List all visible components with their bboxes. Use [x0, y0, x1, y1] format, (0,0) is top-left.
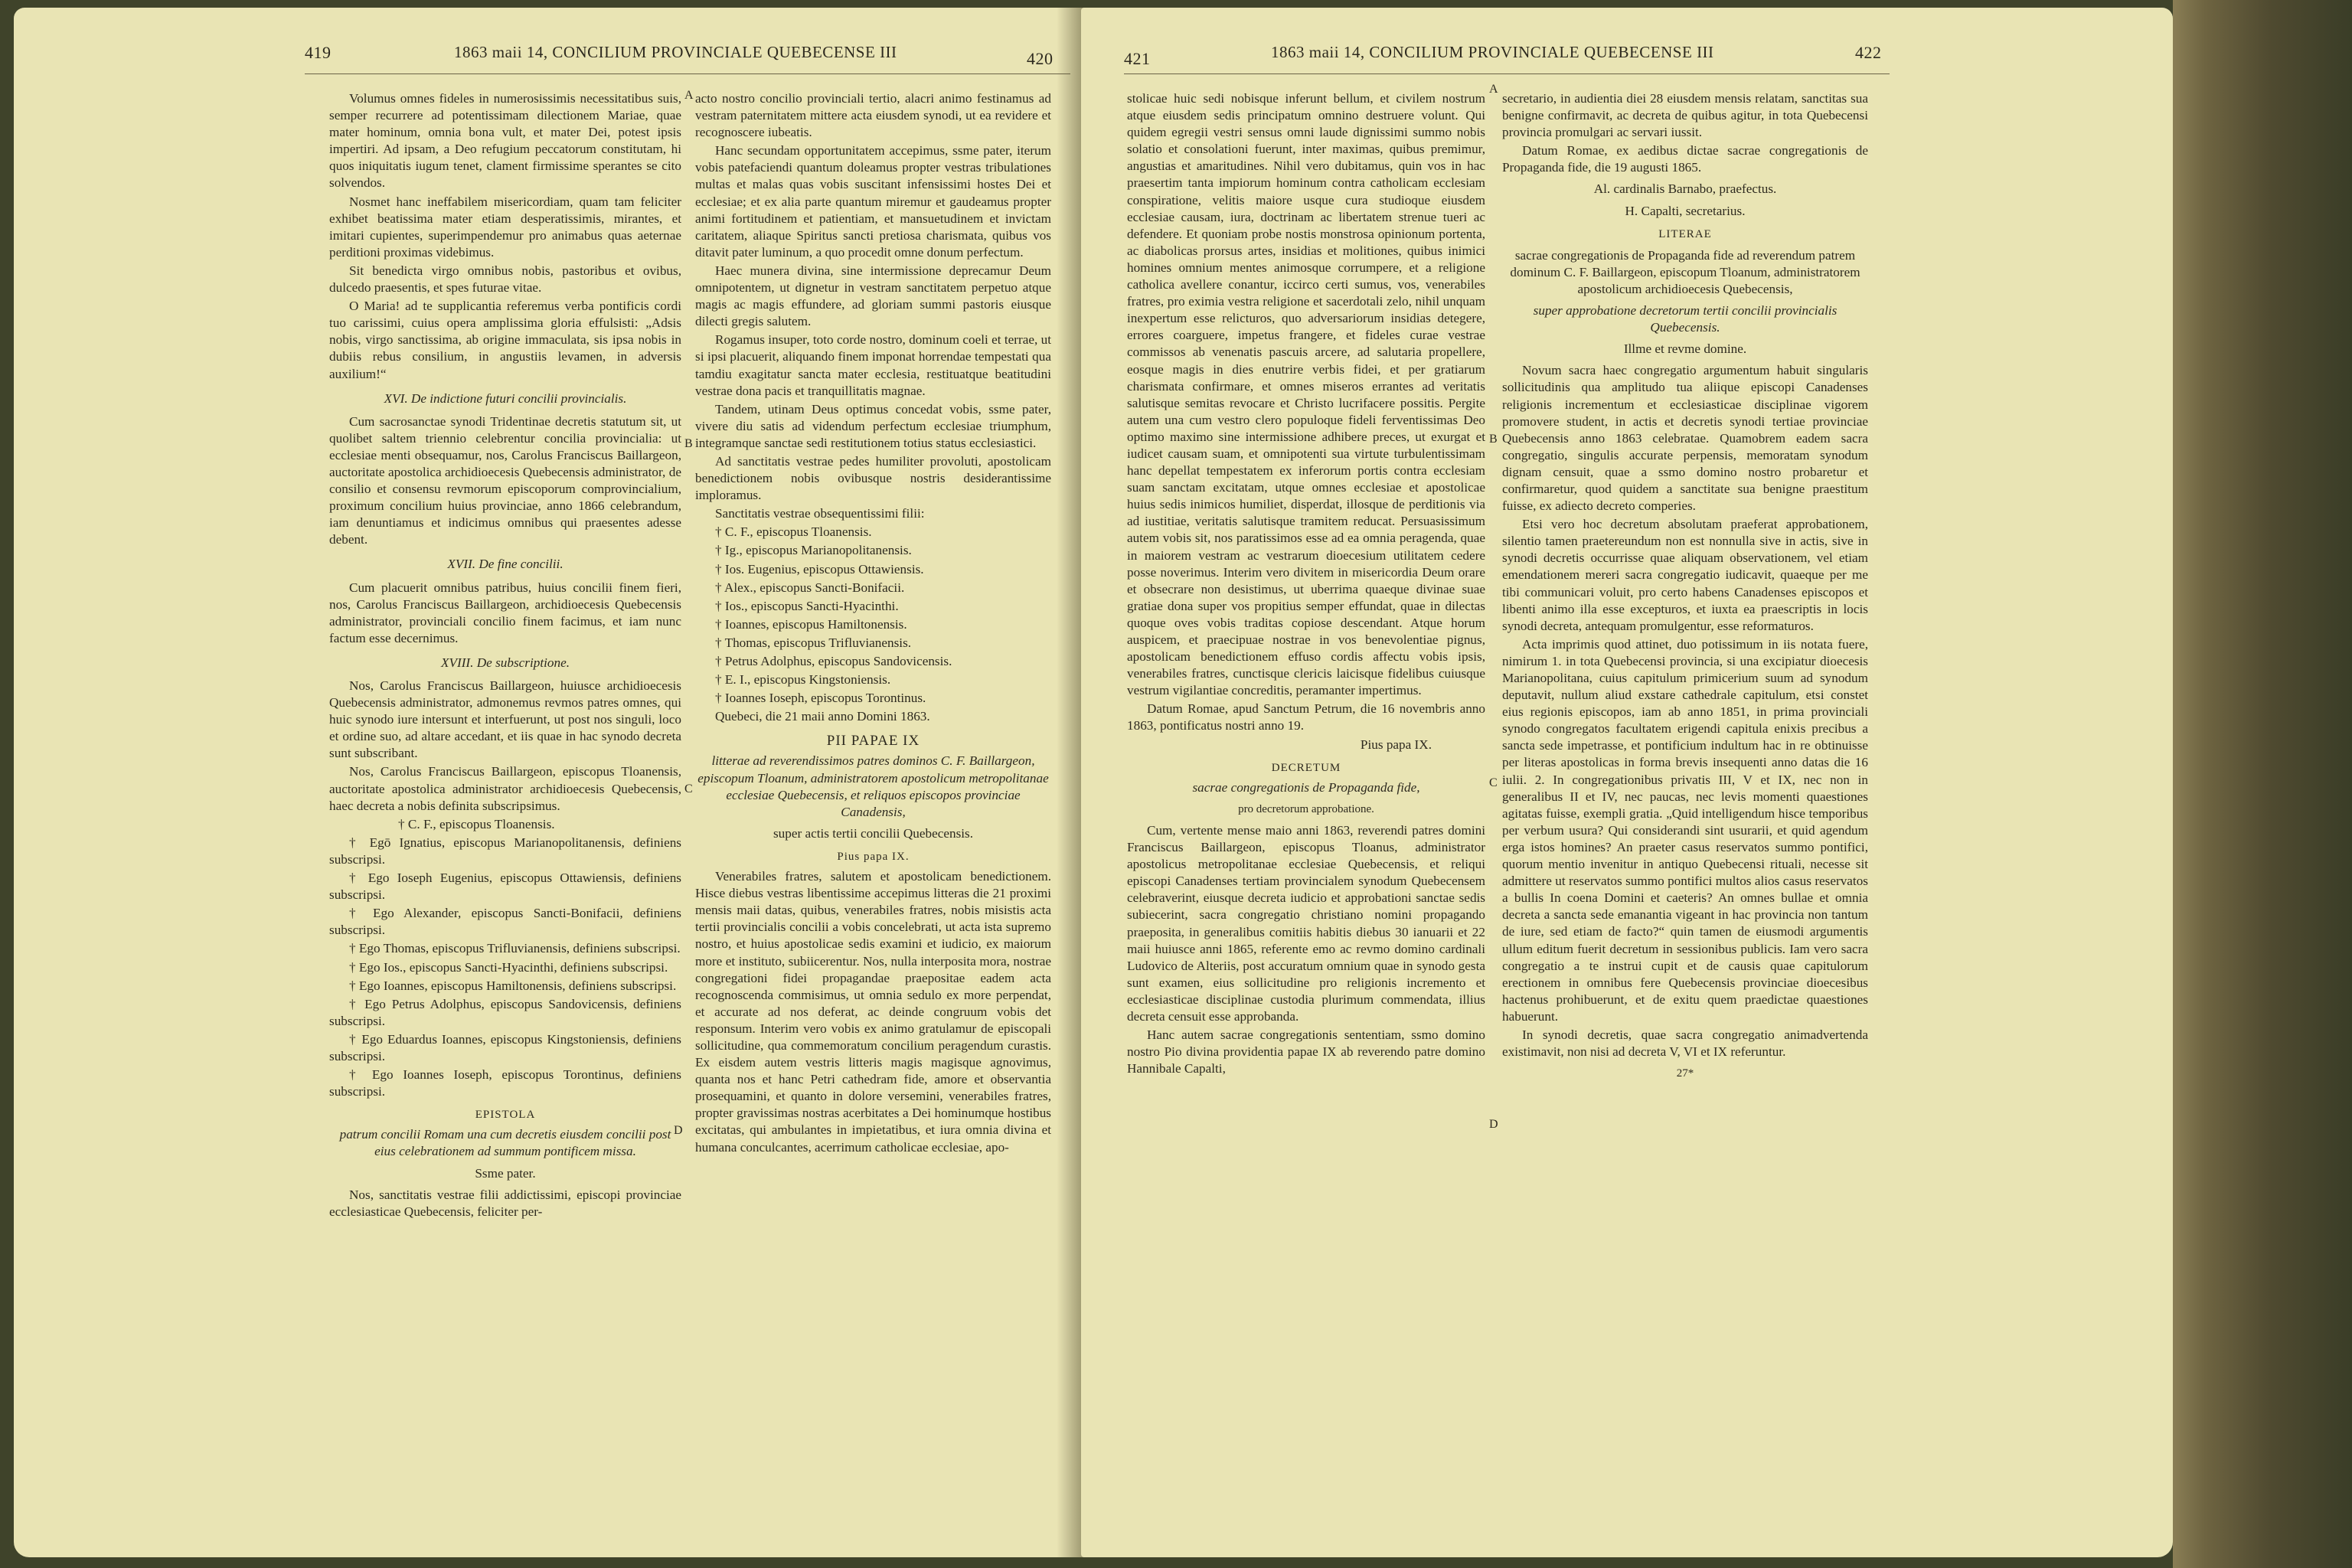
decretum-heading: DECRETUM: [1271, 761, 1341, 774]
paragraph: acto nostro concilio provinciali tertio, alacri animo festinamus ad vestram paternitatem mittere acta eiusdem synodi, ut ea revidere et recognoscere iubeatis.: [695, 91, 1051, 140]
margin-mark-d: D: [674, 1124, 683, 1137]
right-page: [1081, 8, 2173, 1557]
subscription: † Ig., episcopus Marianopolitanensis.: [715, 543, 912, 558]
salutation: Illme et revme domine.: [1623, 341, 1747, 357]
subscription: † E. I., episcopus Kingstoniensis.: [715, 672, 891, 688]
subscription: † Alex., episcopus Sancti-Bonifacii.: [715, 580, 905, 595]
paragraph: Haec munera divina, sine intermissione deprecamur Deum omnipotentem, ut dignetur in vestram sanctitatem perpetuo atque magis ac magis effundere, ad gloriam summi pastoris eiusque dilecti gregis salutem.: [695, 263, 1051, 329]
left-page: [14, 8, 1089, 1557]
margin-mark-c: C: [684, 782, 693, 795]
paragraph: Sit benedicta virgo omnibus nobis, pastoribus et ovibus, dulcedo praesentis, et spes futurae vitae.: [329, 263, 681, 296]
subscription: † Ego Ioannes, episcopus Hamiltonensis, definiens subscripsi.: [349, 978, 677, 993]
paragraph: Sanctitatis vestrae obsequentissimi filii:: [715, 506, 925, 521]
pius-subheading-2: super actis tertii concilii Quebecensis.: [773, 825, 974, 841]
subscription: † Ego Ioannes Ioseph, episcopus Torontinus, definiens subscripsi.: [329, 1067, 681, 1099]
paragraph: Acta imprimis quod attinet, duo potissimum in iis notata fuere, nimirum 1. in tota Quebecensi provincia, si una excipiatur dioecesis Marianopolitana, cuius capitulum primicerium suum ad synodum deputavit, nullum aliud exstare cathedrale capitulum, etsi constet eius regionis episcopos, iam ab anno 1851, in prima provinciali synodo congregatos facultatem erigendi capitula enixis precibus a sancta sede impetrasse, et pontificium indultum hac in re obtinuisse per literas apostolicas in forma brevis insequenti anno datas die 16 iulii. 2. In congregationibus privatis III, V et IX, nec non in generalibus II et IV, nec paucas, nec levis momenti quaestiones agitatas fuisse, exempli gratia. „Quid intelligendum hisce temporibus per verbum usura? Qui considerandi sint usurarii, et quid agendum erga istos homines? An praeter casus reservatos summo pontifici, quorum mentio invenitur in antiquo Quebecensi rituali, necesse sit admittere ut reservatos summo pontifici multos alios casus reservatos a bullis In coena Domini et caeteris? An omnes bullae et omnia decreta a sancta sede emanantia vigeant in hac provincia non tantum de iure, sed etiam de facto?“ quin tamen de eiusmodi argumentis ullum editum fuerit decretum in sessionibus publicis. Iam vero sacra congregatio a te instrui cupit et de causis quae capitulorum erectionem in omnibus fere Quebecensis provinciae dioecesibus hactenus prohibuerunt, et de exitu quem praedictae quaestiones habuerunt.: [1502, 636, 1868, 1024]
signature-capalti: H. Capalti, secretarius.: [1625, 203, 1746, 218]
paragraph: Hanc secundam opportunitatem accepimus, ssme pater, iterum vobis patefaciendi quantum doleamus propter vestras tribulationes multas et malas quas vobis suscitant infensissimi hostes Dei et ecclesiae; et ex alia parte quantum miremur et gaudeamus propter animi fortitudinem et patientiam, et mansuetudinem et invictam caritatem, aliaque Spiritus sancti pretiosa charismata, quibus vos ditavit pater luminum, a quo procedit omne donum perfectum.: [695, 143, 1051, 260]
subscription: † C. F., episcopus Tloanensis.: [715, 524, 872, 540]
paragraph: Hanc autem sacrae congregationis sententiam, ssmo domino nostro Pio divina providentia papae IX ab reverendo patre domino Hannibale Capalti,: [1127, 1027, 1485, 1076]
subscription: † Ios. Eugenius, episcopus Ottawiensis.: [715, 561, 924, 577]
paragraph: Ad sanctitatis vestrae pedes humiliter provoluti, apostolicam benedictionem nobis ovibusque nostris desiderantissime imploramus.: [695, 453, 1051, 503]
paragraph: Venerabiles fratres, salutem et apostolicam benedictionem. Hisce diebus vestras libentissime accepimus litteras die 21 proximi mensis maii datas, quibus, venerabiles fratres, nobis misistis acta tertii provincialis concilii a vobis concelebrati, ut acta ista supremo nostro, et huius apostolicae sedis examini et iudicio, ex maiorum more et instituto, subiicerentur. Nos, nulla interposita mora, nostrae congregationi fidei propagandae praepositae eadem acta recognoscenda commisimus, ut omnia sedulo ex more perpendat, et accurate ad nos deferat, ac deinde congruum vobis det responsum. Interim vero vobis ex animo gratulamur de episcopali sollicitudine, qua commemoratum concilium peragendum curastis. Ex eisdem autem vestris litteris magis magisque agnovimus, quanta nos et hanc Petri cathedram fide, amore et observantia prosequamini, et quanto in dolore versemini, venerabiles fratres, propter gravissimas nostras acerbitates a Dei hominumque hostibus excitatas, qui ambulantes in impietatibus, et iura omnia divina et humana conculcantes, acerrimum catholicae ecclesiae, apo-: [695, 869, 1051, 1155]
literae-subheading-2: super approbatione decretorum tertii concilii provincialis Quebecensis.: [1533, 303, 1838, 335]
margin-mark-a: A: [684, 89, 694, 102]
subscription: † Ios., episcopus Sancti-Hyacinthi.: [715, 598, 899, 613]
subscription: † Ego Eduardus Ioannes, episcopus Kingstoniensis, definiens subscripsi.: [329, 1031, 681, 1063]
margin-mark-b: B: [684, 437, 693, 450]
subscription: † Ego Petrus Adolphus, episcopus Sandovicensis, definiens subscripsi.: [329, 996, 681, 1028]
paragraph: Cum, vertente mense maio anni 1863, reverendi patres domini Franciscus Baillargeon, episcopus Tloanus, administrator apostolicus metropolitanae ecclesiae Quebecensis, et reliqui episcopi Canadenses tertiam provincialem synodum Quebecensem celebraverint, eiusque decreta iudicio et approbationi sanctae sedis subiecerint, sacra congregatio christiano nomini propagando praeposita, in generalibus comitiis habitis diebus 30 ianuarii et 22 maii huiusce anni 1865, referente emo ac revmo domino cardinali Ludovico de Alteriis, post accuratum omnium quae in synodo gesta sunt examen, eius sollicitudine pro religionis incremento et ecclesiasticae disciplinae custodia plurimum commendata, illius decreta censuit esse approbanda.: [1127, 822, 1485, 1024]
paragraph: Datum Romae, ex aedibus dictae sacrae congregationis de Propaganda fide, die 19 augusti 1865.: [1502, 143, 1868, 175]
pius-subheading: litterae ad reverendissimos patres dominos C. F. Baillargeon, episcopum Tloanum, administratorem apostolicum metropolitanae ecclesiae Quebecensis, et reliquos episcopos provinciae Canadensis,: [697, 753, 1049, 819]
literae-subheading: sacrae congregationis de Propaganda fide ad reverendum patrem dominum C. F. Baillargeon, episcopum Tloanum, administratorem apostolicum archidioecesis Quebecensis,: [1510, 247, 1860, 296]
paragraph: Nos, Carolus Franciscus Baillargeon, huiusce archidioecesis Quebecensis administrator, admonemus revmos patres omnes, qui huic synodo iure intersunt et interfuerunt, ut post nos singuli, loco et ordine suo, ad altare accedant, et iis quae in hac synodo decreta sunt subscribant.: [329, 678, 681, 761]
subscription: † Ego Alexander, episcopus Sancti-Bonifacii, definiens subscripsi.: [329, 906, 681, 938]
paragraph: In synodi decretis, quae sacra congregatio animadvertenda existimavit, non nisi ad decreta V, VI et IX referuntur.: [1502, 1027, 1868, 1060]
decretum-subheading-2: pro decretorum approbatione.: [1238, 802, 1374, 815]
left-col-1: [329, 90, 681, 1222]
book-edge: [2173, 0, 2352, 1568]
page-number-420: 420: [1027, 49, 1054, 68]
paragraph: Novum sacra haec congregatio argumentum habuit singularis sollicitudinis qua amplitudo tua aliique episcopi Canadenses religionis incrementum et ecclesiasticae disciplinae vigorem promovere student, in actis et decretis synodi tertiae provinciae Quebecensis anno 1863 celebratae. Quamobrem eadem sacra congregatio, singulis accurate perpensis, memoratam synodum dignam censuit, quae a ssmo domino nostro probaretur et confirmaretur, quod quidem a sanctitate sua benigne praestitum fuisse, ex adiecto decreto comperies.: [1502, 363, 1868, 514]
subscription: † Ego Ios., episcopus Sancti-Hyacinthi, definiens subscripsi.: [349, 959, 668, 975]
subscription: † Ioannes, episcopus Hamiltonensis.: [715, 616, 907, 632]
right-col-2: [1502, 90, 1868, 1086]
pius-heading: PII PAPAE IX: [826, 733, 920, 750]
paragraph: Cum sacrosanctae synodi Tridentinae decretis statutum sit, ut quolibet saltem triennio celebrentur concilia provincialia: ut ecclesiae menti obsequamur, nos, Carolus Franciscus Baillargeon, auctoritate apostolica archidioecesis Quebecensis administrator, de consilio et consensu revmorum episcoporum comprovincialium, proximum concilium huius provinciae, anno 1866 celebrandum, iam denuntiamus et indicimus omnibus qui praesentes adesse debent.: [329, 413, 681, 547]
subscription: † Egō Ignatius, episcopus Marianopolitanensis, definiens subscripsi.: [329, 835, 681, 867]
paragraph: stolicae huic sedi nobisque inferunt bellum, et civilem nostrum atque eiusdem sedis principatum omnino destruere volunt. Qui quidem egregii vestri sensus omni laude dignissimi summo nobis solatio et consolationi fuerunt, inter maximas, quibus premimur, angustias et amaritudines. Nihil vero dubitamus, quin vos in hac praesertim tanta impiorum hominum contra catholicam ecclesiam conspiratione, velitis maiore usque cura studioque eiusdem ecclesiae causam, iura, doctrinam ac libertatem strenue tueri ac defendere. Et quoniam probe nostis monstrosa opinionum portenta, ac diabolicas prorsus artes, insidias et molitiones, quibus inimici homines omnium mentes animosque corrumpere, et a religione catholica avellere conantur, iccirco certi sumus, vos, venerabiles fratres, pro eximia vestra religione et sacerdotali zelo, nihil unquam inexpertum esse relicturos, quo adversariorum insidias detegere, errores coarguere, impetus frangere, et fideles curae vestrae commissos ab venenatis pascuis arcere, ad salutaria propellere, eosque magis in dies enutrire verbis fidei, et per gratiarum charismata confirmare, et omnes miseros errantes ad veritatis salutisque semitas revocare et Christo lucrifacere possitis. Pergite autem una cum vestro clero populoque fideli ferventissimas Deo optimo maximo sine intermissione adhibere preces, ut exurgat et iudicet causam suam, et omnipotenti sua virtute turbulentissimam hanc depellat tempestatem ex inferorum portis contra ecclesiam suam sanctam excitatam, utque omnes ecclesiae et apostolicae huius sedis inimicos humiliet, disperdat, illosque de perditionis via ad iustitiae, veritatis salutisque tramitem reducat. Persuasissimum autem vobis sit, nos paratissimos esse ad ea omnia peragenda, quae in maiorem vestram ac vestrarum dioecesium utilitatem cedere posse noverimus. Interim vero divitem in misericordia Deum orare et obsecrare non desistimus, ut uberrima quaeque divinae suae gratiae dona super vos propitius semper effundat, quae in dilectas quoque oves vobis traditas copiose descendant. Atque horum auspicem, et praecipuae nostrae in vos benevolentiae pignus, apostolicam benedictionem effuso cordis affectu vobis ipsis, venerabiles fratres, cunctisque clericis laicisque fidelibus cuiusque vestrum vigilantiae concreditis, peramanter impertimus.: [1127, 91, 1485, 698]
subscription: † Ego Thomas, episcopus Trifluvianensis, definiens subscripsi.: [349, 941, 681, 956]
paragraph: Volumus omnes fideles in numerosissimis necessitatibus suis, semper recurrere ad potentissimam dilectionem Mariae, quae mater hominum, omnia bona vult, et mater Dei, potest ipsis impertiri. Ad ipsam, a Deo refugium peccatorum constitutam, hi quos iniquitatis iugum tenet, clament firmissime sperantes se cito solvendos.: [329, 91, 681, 191]
paragraph: Cum placuerit omnibus patribus, huius concilii finem fieri, nos, Carolus Franciscus Baillargeon, archidioecesis Quebecensis administrator, provinciali concilio finem facimus, et iam nunc factum esse decernimus.: [329, 580, 681, 645]
paragraph: Nos, sanctitatis vestrae filii addictissimi, episcopi provinciae ecclesiasticae Quebecensis, feliciter per-: [329, 1187, 681, 1219]
epistola-heading: EPISTOLA: [475, 1109, 536, 1122]
page-number-419: 419: [305, 43, 332, 62]
paragraph: O Maria! ad te supplicantia referemus verba pontificis cordi tuo carissimi, cuius opera amplissima gloria effulsisti: „Adsis nobis, virgo sanctissima, ab origine immaculata, sis ipsa nobis in dubiis rebus consilium, in angustiis levamen, in adversis auxilium!“: [329, 299, 681, 381]
literae-heading: LITERAE: [1658, 227, 1712, 240]
right-col-1: [1127, 90, 1485, 1079]
paragraph: Etsi vero hoc decretum absolutam praeferat approbationem, silentio tamen praetereundum non est nonnulla sive in actis, sive in synodi decretis occurrisse quae aliquam observationem, vel etiam emendationem mereri sacra congregatio iudicavit, quaeque per me tibi communicari voluit, pro certo habens Canadenses episcopos et libenti animo illa esse excepturos, et iuxta ea praescriptis in locis synodi decreta, antequam promulgentur, esse reformaturos.: [1502, 517, 1868, 633]
running-head-title: 1863 maii 14, CONCILIUM PROVINCIALE QUEBECENSE III: [454, 43, 897, 61]
pius-name: Pius papa IX.: [837, 850, 910, 863]
paragraph: Nosmet hanc ineffabilem misericordiam, quam tam feliciter exhibet beatissima mater etiam desperatissimis, mirantes, et imitari cupientes, superimpendemur pro animabus quas aeternae perditioni proximas videbimus.: [329, 194, 681, 260]
datum-line: Datum Romae, apud Sanctum Petrum, die 16 novembris anno 1863, pontificatus nostri anno 19.: [1127, 701, 1485, 733]
epistola-subheading: patrum concilii Romam una cum decretis eiusdem concilii post eius celebrationem ad summum pontificem missa.: [339, 1127, 671, 1159]
subscription: † Petrus Adolphus, episcopus Sandovicensis.: [715, 654, 952, 668]
margin-mark-b: B: [1489, 433, 1498, 446]
section-heading-18: XVIII. De subscriptione.: [440, 655, 570, 670]
paragraph: secretario, in audientia diei 28 eiusdem mensis relatam, sanctitas sua benigne confirmavit, ac decreta de quibus agitur, in tota Quebecensi provincia promulgari ac servari iussit.: [1502, 91, 1868, 140]
subscription: † C. F., episcopus Tloanensis.: [398, 816, 555, 831]
paragraph: Tandem, utinam Deus optimus concedat vobis, ssme pater, vivere diu satis ad videndum perfectum ecclesiae triumphum, integramque sanctae sedi restitutionem totius status ecclesiastici.: [695, 401, 1051, 450]
running-head-title: 1863 maii 14, CONCILIUM PROVINCIALE QUEBECENSE III: [1271, 43, 1714, 61]
subscription: † Thomas, episcopus Trifluvianensis.: [715, 635, 912, 650]
signature-mark: 27*: [1676, 1067, 1694, 1080]
pius-signature: Pius papa IX.: [1360, 737, 1432, 752]
paragraph: Nos, Carolus Franciscus Baillargeon, episcopus Tloanensis, auctoritate apostolica administrator archidioecesis Quebecensis, haec decreta a nobis definita subscripsimus.: [329, 764, 681, 813]
left-col-2: [695, 90, 1051, 1158]
page-number-421: 421: [1124, 49, 1151, 68]
paragraph: Rogamus insuper, toto corde nostro, dominum coeli et terrae, ut si ipsi placuerit, aliquando finem imponat horrendae tempestati qua tamdiu exagitatur sancta mater ecclesia, restituatque beatitudini vestrae dona pacis et tranquillitatis magnae.: [695, 332, 1051, 398]
subscription: † Ego Ioseph Eugenius, episcopus Ottawiensis, definiens subscripsi.: [329, 871, 681, 903]
margin-mark-a: A: [1489, 83, 1498, 96]
section-heading-16: XVI. De indictione futuri concilii provincialis.: [384, 390, 627, 406]
date-line: Quebeci, die 21 maii anno Domini 1863.: [715, 709, 930, 724]
page-number-422: 422: [1855, 43, 1882, 62]
margin-mark-c: C: [1489, 776, 1498, 789]
subscription: † Ioannes Ioseph, episcopus Torontinus.: [715, 691, 926, 706]
section-heading-17: XVII. De fine concilii.: [447, 557, 564, 572]
margin-mark-d: D: [1489, 1118, 1498, 1131]
salutation: Ssme pater.: [475, 1165, 536, 1181]
signature-barnabo: Al. cardinalis Barnabo, praefectus.: [1593, 181, 1777, 197]
decretum-subheading: sacrae congregationis de Propaganda fide,: [1192, 779, 1420, 795]
